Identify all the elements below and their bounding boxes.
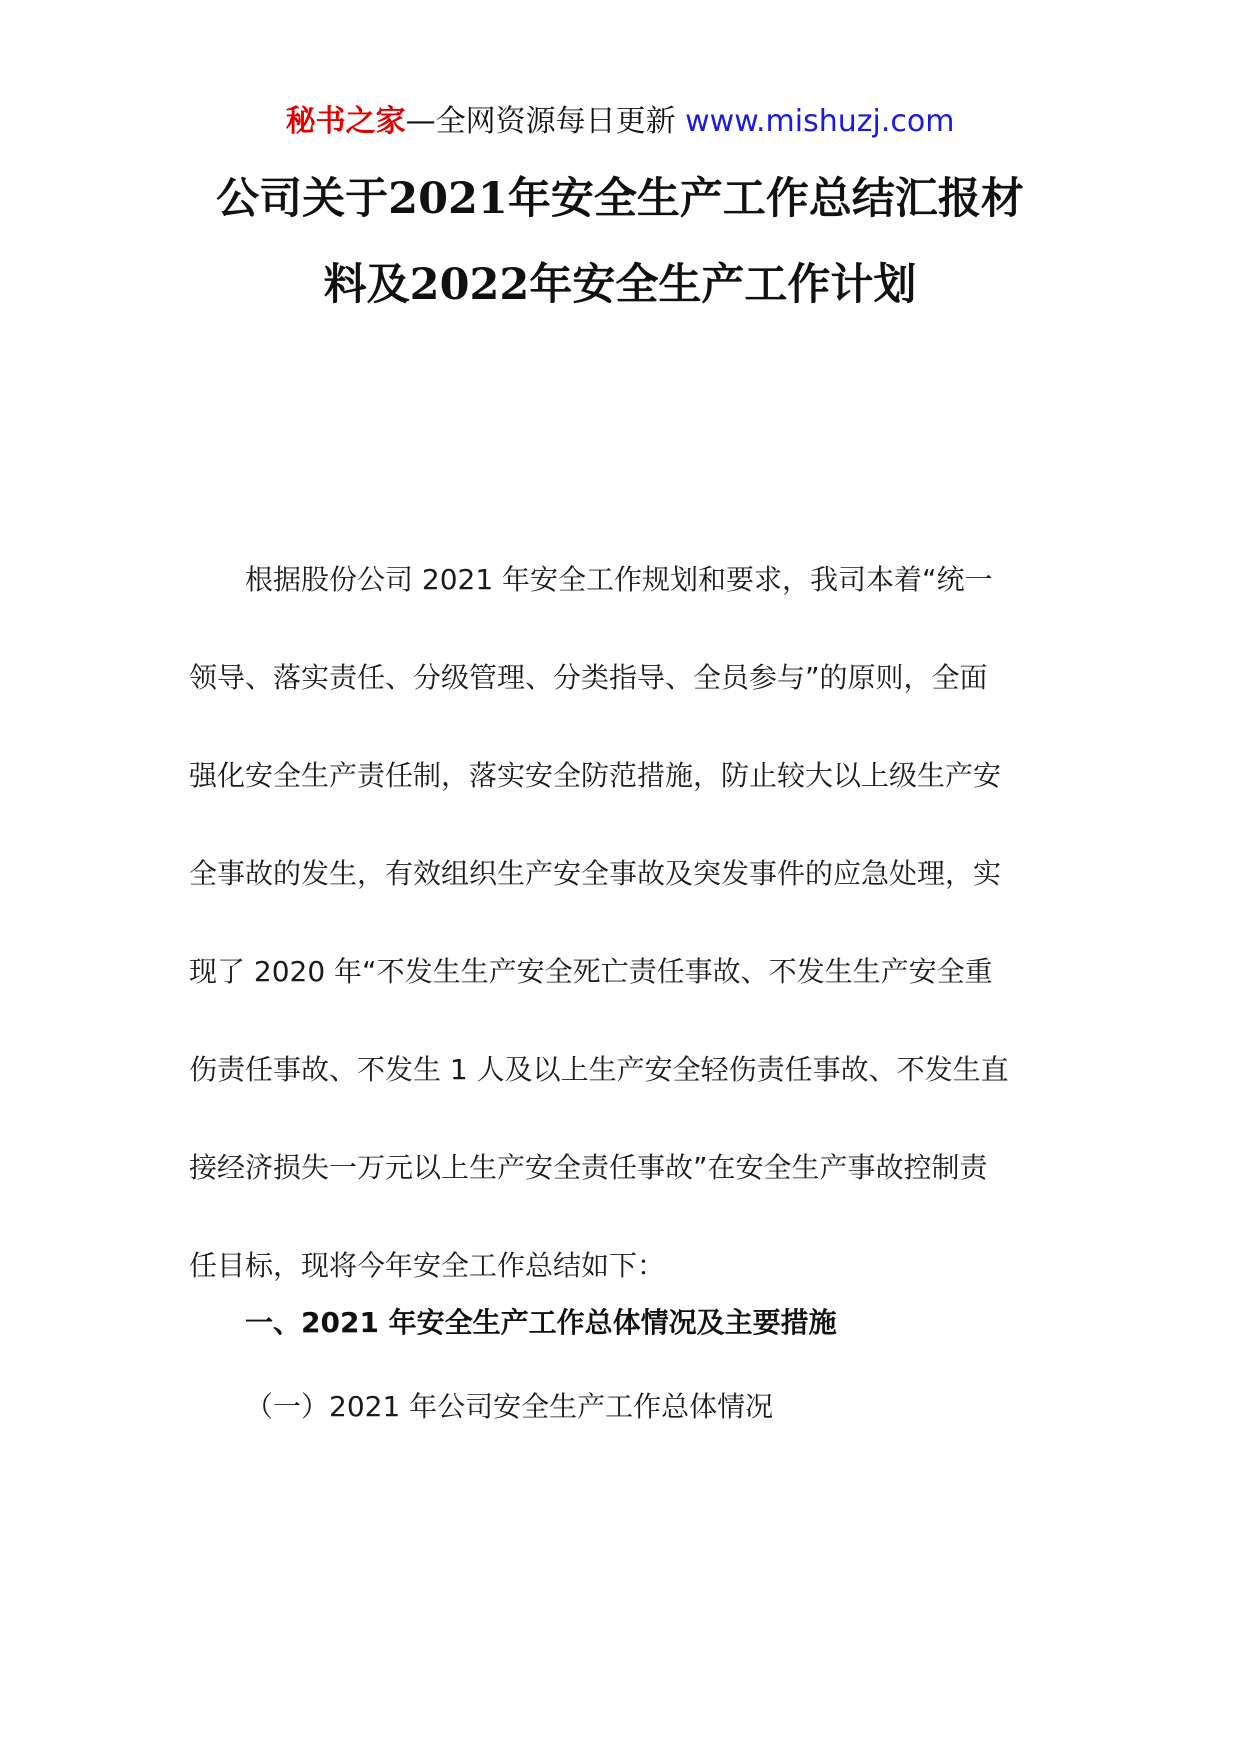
banner-brand: 秘书之家 [285, 104, 406, 139]
document-title [150, 156, 1090, 328]
paragraph-line: 强化安全生产责任制，落实安全防范措施，防止较大以上级生产安 [189, 759, 1002, 792]
paragraph-line: 接经济损失一万元以上生产安全责任事故”在安全生产事故控制责 [189, 1151, 988, 1184]
paragraph-line: 伤责任事故、不发生 1 人及以上生产安全轻伤责任事故、不发生直 [189, 1053, 1009, 1086]
title-line-2: 料及2022年安全生产工作计划 [323, 260, 917, 310]
title-line-1: 公司关于2021年安全生产工作总结汇报材 [216, 174, 1024, 224]
paragraph-line: 领导、落实责任、分级管理、分类指导、全员参与”的原则，全面 [189, 661, 988, 694]
paragraph-line: 全事故的发生，有效组织生产安全事故及突发事件的应急处理，实 [189, 857, 1002, 890]
subsection-heading: （一）2021 年公司安全生产工作总体情况 [245, 1390, 774, 1423]
banner-url-link[interactable]: www.mishuzj.com [685, 104, 955, 139]
site-banner [0, 100, 1240, 144]
paragraph-line: 任目标，现将今年安全工作总结如下： [189, 1249, 666, 1282]
banner-slogan: —全网资源每日更新 [405, 104, 686, 139]
intro-paragraph [189, 531, 1043, 1315]
paragraph-line: 根据股份公司 2021 年安全工作规划和要求，我司本着“统一 [245, 563, 993, 596]
section-heading: 一、2021 年安全生产工作总体情况及主要措施 [245, 1306, 837, 1339]
paragraph-line: 现了 2020 年“不发生生产安全死亡责任事故、不发生生产安全重 [189, 955, 993, 988]
